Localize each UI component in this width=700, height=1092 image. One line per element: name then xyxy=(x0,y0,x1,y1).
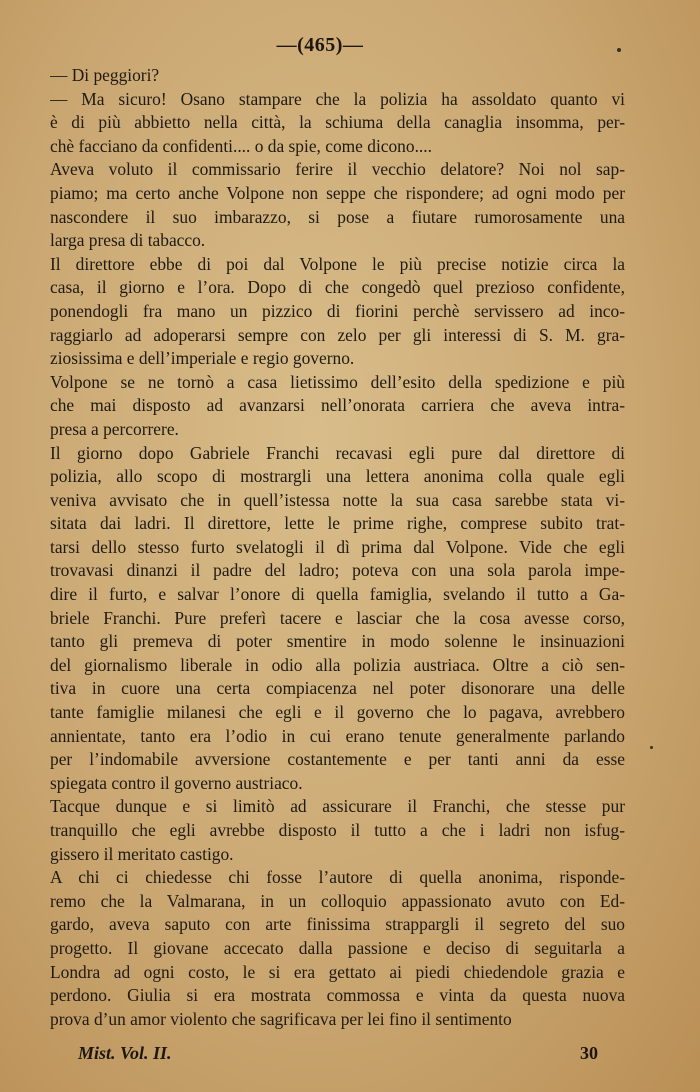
text-line: tarsi dello stesso furto svelatogli il dì prima dal Volpone. Vide che egli xyxy=(50,536,625,557)
text-line: piamo; ma certo anche Volpone non seppe che rispondere; ad ogni modo per xyxy=(50,182,625,203)
text-line: annientate, tanto era l’odio in cui erano tenute generalmente parlando xyxy=(50,725,625,746)
text-line: Aveva voluto il commissario ferire il vecchio delatore? Noi nol sap- xyxy=(50,159,625,180)
paragraph xyxy=(50,866,625,1031)
text-line: prova d’un amor violento che sagrificava per lei fino il sentimento xyxy=(50,1008,512,1029)
body-text xyxy=(50,64,625,1031)
paragraph xyxy=(50,795,625,866)
text-line: — Ma sicuro! Osano stampare che la polizia ha assoldato quanto vi xyxy=(50,88,625,109)
text-line: spiegata contro il governo austriaco. xyxy=(50,772,303,793)
text-line: del giornalismo liberale in odio alla polizia austriaca. Oltre a ciò sen- xyxy=(50,654,625,675)
text-line: gissero il meritato castigo. xyxy=(50,843,234,864)
paragraph xyxy=(50,88,625,159)
text-line: briele Franchi. Pure preferì tacere e lasciar che la cosa avesse corso, xyxy=(50,607,625,628)
text-line: presa a percorrere. xyxy=(50,418,179,439)
paragraph xyxy=(50,442,625,796)
text-line: tranquillo che egli avrebbe disposto il tutto a che i ladri non isfug- xyxy=(50,820,625,840)
text-line: A chi ci chiedesse chi fosse l’autore di quella anonima, risponde- xyxy=(50,867,625,888)
text-line: chè facciano da confidenti.... o da spie, come dicono.... xyxy=(50,135,432,156)
text-line: casa, il giorno e l’ora. Dopo di che congedò quel prezioso confidente, xyxy=(50,277,625,298)
paragraph xyxy=(50,64,625,88)
text-line: Londra ad ogni costo, le si era gettato ai piedi chiedendole grazia e xyxy=(50,961,625,982)
text-line: che mai disposto ad avanzarsi nell’onorata carriera che aveva intra- xyxy=(50,395,625,416)
text-line: Il giorno dopo Gabriele Franchi recavasi egli pure dal direttore di xyxy=(50,442,625,463)
text-line: veniva avvisato che in quell’istessa notte la sua casa sarebbe stata vi- xyxy=(50,489,625,510)
print-speck xyxy=(650,746,653,749)
footer-signature-number: 30 xyxy=(580,1043,598,1063)
text-line: — Di peggiori? xyxy=(50,65,160,85)
text-line: dire il furto, e salvar l’onore di quella famiglia, svelando il tutto a Ga- xyxy=(50,584,625,605)
text-line: tiva in cuore una certa compiacenza nel poter disonorare una delle xyxy=(50,678,625,699)
text-line: perdono. Giulia si era mostrata commossa e vinta da questa nuova xyxy=(50,985,625,1006)
text-line: per l’indomabile avversione costantemente e per tanti anni da esse xyxy=(50,749,625,770)
text-line: Volpone se ne tornò a casa lietissimo dell’esito della spedizione e più xyxy=(50,371,625,392)
text-line: larga presa di tabacco. xyxy=(50,230,206,251)
page-header: —(465)— xyxy=(276,34,364,56)
text-line: ziosissima e dell’imperiale e regio governo. xyxy=(50,348,355,369)
text-line: tanto gli premeva di poter smentire in modo solenne le insinuazioni xyxy=(50,631,625,652)
text-line: Tacque dunque e si limitò ad assicurare il Franchi, che stesse pur xyxy=(50,796,625,817)
paragraph xyxy=(50,158,625,252)
paragraph xyxy=(50,371,625,442)
text-line: trovavasi dinanzi il padre del ladro; poteva con una sola parola impe- xyxy=(50,560,625,581)
text-line: progetto. Il giovane accecato dalla passione e deciso di seguitarla a xyxy=(50,937,625,958)
text-line: polizia, allo scopo di mostrargli una lettera anonima colla quale egli xyxy=(50,466,625,487)
paragraph xyxy=(50,253,625,371)
text-line: gardo, aveva saputo con arte finissima strappargli il segreto del suo xyxy=(50,914,625,935)
print-speck xyxy=(617,48,621,52)
text-line: tante famiglie milanesi che egli e il governo che lo pagava, avrebbero xyxy=(50,702,625,723)
footer-signature: Mist. Vol. II. xyxy=(78,1043,172,1063)
text-line: sitata dai ladri. Il direttore, lette le prime righe, comprese subito trat- xyxy=(50,513,625,534)
text-line: ponendogli fra mano un pizzico di fiorini perchè servissero ad inco- xyxy=(50,300,625,321)
text-line: nascondere il suo imbarazzo, si pose a fiutare rumorosamente una xyxy=(50,206,625,227)
text-line: remo che la Valmarana, in un colloquio appassionato avuto con Ed- xyxy=(50,890,625,911)
text-line: Il direttore ebbe di poi dal Volpone le più precise notizie circa la xyxy=(50,253,625,274)
text-line: raggiarlo ad adoperarsi sempre con zelo per gli interessi di S. M. gra- xyxy=(50,324,625,345)
text-line: è di più abbietto nella città, la schiuma della canaglia insomma, per- xyxy=(50,112,625,133)
